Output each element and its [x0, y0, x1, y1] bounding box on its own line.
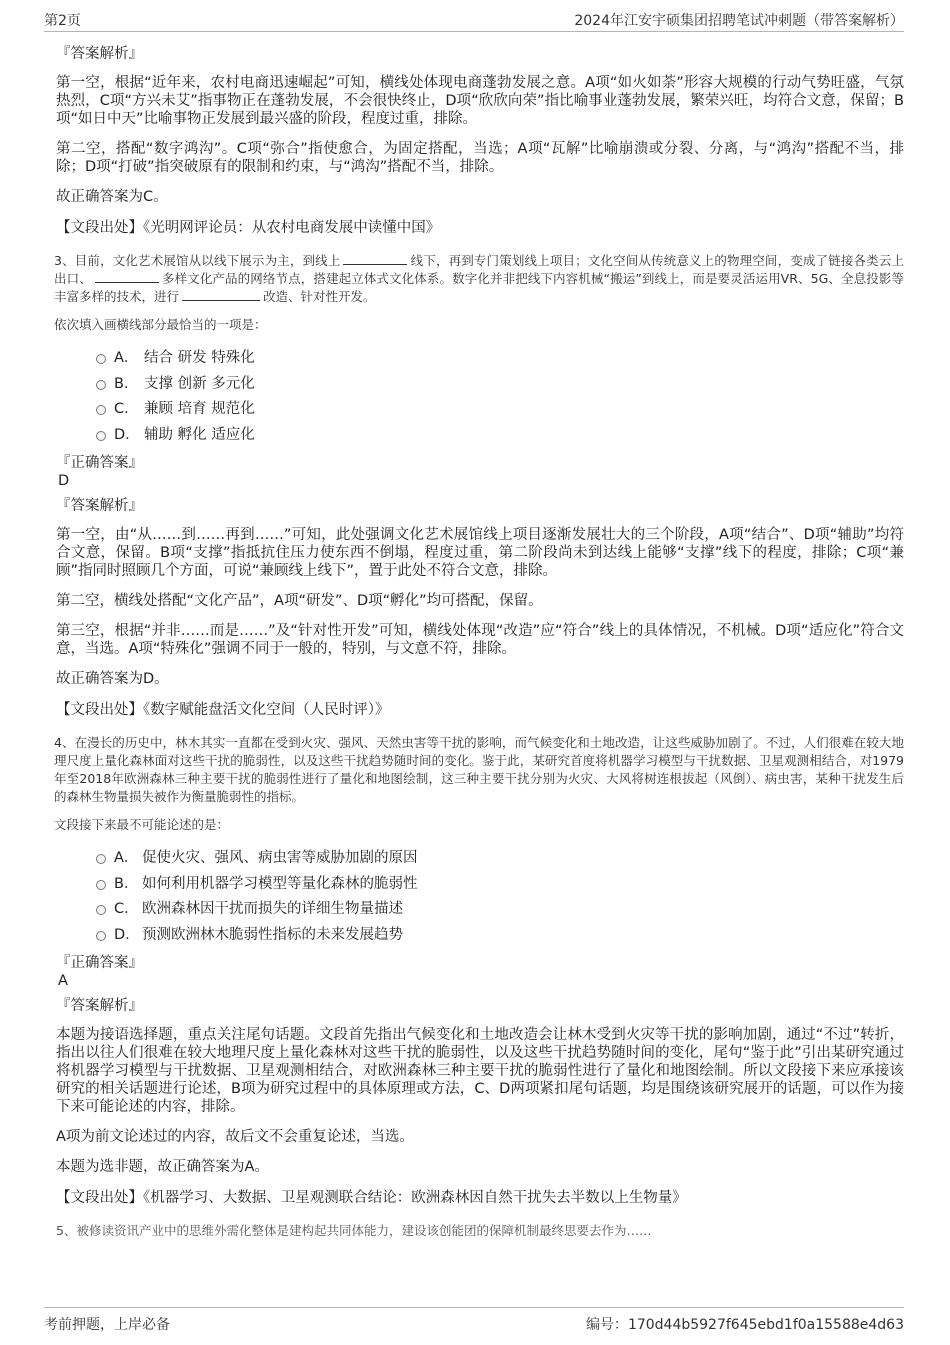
q2-conclusion: 故正确答案为C。: [56, 189, 168, 205]
footer-slogan: 考前押题，上岸必备: [44, 1317, 170, 1333]
radio-icon[interactable]: [96, 880, 106, 890]
q3-analysis-para-1: 第一空，由“从……到……再到……”可知，此处强调文化艺术展馆线上项目逐渐发展壮大的三个阶段，A项“结合”、D项“辅助”均符合文意，保留。B项“支撑”指抵抗住压力使东西不倒塌，程度过重，第二阶段尚未到达线上能够“支撑”线下的程度，排除；C项“兼顾”指同时照顾几个方面，可说“兼顾线上线下”，置于此处不符合文意，排除。: [56, 527, 904, 579]
q4-conclusion: 本题为选非题，故正确答案为A。: [56, 1159, 269, 1175]
q3-stem-part-a: 3、目前，文化艺术展馆从以线下展示为主，到线上: [54, 253, 341, 268]
q4-answer: A: [58, 973, 68, 989]
code-label: 编号：: [585, 1317, 628, 1333]
q3-stem-part-c: 多样文化产品的网络节点，搭建起立体式文化体系。数字化并非把线下内容机械“搬运”到线上，而是要灵活运用VR、5G、全息投影等丰富多样的技术，进行: [54, 271, 904, 304]
document-title: 2024年江安宇硕集团招聘笔试冲刺题（带答案解析）: [574, 13, 904, 29]
q4-analysis-label: 『答案解析』: [56, 998, 143, 1014]
q3-conclusion: 故正确答案为D。: [56, 671, 169, 687]
q2-source: 【文段出处】《光明网评论员：从农村电商发展中读懂中国》: [56, 220, 441, 236]
q4-stem: 4、在漫长的历史中，林木其实一直都在受到火灾、强风、天然虫害等干扰的影响，而气候变化和土地改造，让这些威胁加剧了。不过，人们很难在较大地理尺度上量化森林面对这些干扰的脆弱性，以及这些干扰趋势随时间的变化。鉴于此，某研究首度将机器学习模型与干扰数据、卫星观测相结合，对1979年至2018年欧洲森林三种主要干扰的脆弱性进行了量化和地图绘制，这三种主要干扰分别为火灾、大风将树连根拔起（风倒）、病虫害，某种干扰发生后的森林生物量损失被作为衡量脆弱性的指标。: [54, 735, 904, 804]
q2-analysis-para-2: 第二空，搭配“数字鸿沟”。C项“弥合”指使愈合，为固定搭配，当选；A项“瓦解”比喻崩溃或分裂、分离，与“鸿沟”搭配不当，排除；D项“打破”指突破原有的限制和约束，与“鸿沟”搭配不当，排除。: [56, 141, 904, 175]
radio-icon[interactable]: [96, 380, 106, 390]
q3-analysis-para-2: 第二空，横线处搭配“文化产品”，A项“研发”、D项“孵化”均可搭配，保留。: [56, 593, 543, 609]
radio-icon[interactable]: [96, 905, 106, 915]
footer-divider: [44, 1307, 904, 1308]
header-divider: [44, 31, 904, 32]
page-footer: [0, 1300, 950, 1345]
q3-blank-2: [95, 270, 159, 283]
document-code: [586, 1314, 904, 1334]
q3-stem: [54, 252, 904, 306]
q4-analysis-para-1: 本题为接语选择题，重点关注尾句话题。文段首先指出气候变化和土地改造会让林木受到火灾等干扰的影响加剧，通过“不过”转折，指出以往人们很难在较大地理尺度上量化森林对这些干扰的脆弱性，以及这些干扰趋势随时间的变化，尾句“鉴于此”引出某研究通过将机器学习模型与干扰数据、卫星观测相结合，对欧洲森林三种主要干扰的脆弱性进行了量化和地图绘制。所以文段接下来应承接该研究的相关话题进行论述，B项为研究过程中的具体原理或方法，C、D两项紧扣尾句话题，均是围绕该研究展开的话题，可以作为接下来可能论述的内容，排除。: [56, 1027, 904, 1115]
page-number: 第2页: [44, 13, 81, 29]
q4-option-a[interactable]: A． 促使火灾、强风、病虫害等威胁加剧的原因: [56, 846, 904, 872]
q4-option-b[interactable]: B． 如何利用机器学习模型等量化森林的脆弱性: [56, 872, 904, 898]
q3-options: [56, 346, 904, 448]
q3-analysis-label: 『答案解析』: [56, 498, 143, 514]
q3-option-b[interactable]: B． 支撑 创新 多元化: [56, 372, 904, 398]
radio-icon[interactable]: [96, 354, 106, 364]
q3-blank-3: [182, 288, 260, 301]
q3-stem-part-b: 线下，再到专门策划线上项目；文化空间从传统意义上的物理空间，变成了链接各类云上出口、: [54, 253, 904, 286]
q2-analysis-label: 『答案解析』: [56, 46, 143, 62]
q3-option-c[interactable]: C． 兼顾 培育 规范化: [56, 397, 904, 423]
radio-icon[interactable]: [96, 931, 106, 941]
q4-option-c[interactable]: C． 欧洲森林因干扰而损失的详细生物量描述: [56, 897, 904, 923]
q3-option-a[interactable]: A． 结合 研发 特殊化: [56, 346, 904, 372]
q3-analysis-para-3: 第三空，根据“并非……而是……”及“针对性开发”可知，横线处体现“改造”应“符合”线上的具体情况，不机械。D项“适应化”符合文意，当选。A项“特殊化”强调不同于一般的，特别，与文意不符，排除。: [56, 623, 904, 657]
q3-source: 【文段出处】《数字赋能盘活文化空间（人民时评）》: [56, 702, 390, 718]
q4-options: [56, 846, 904, 948]
q3-answer: D: [58, 473, 70, 489]
page-header: [0, 0, 950, 32]
q4-analysis-para-2: A项为前文论述过的内容，故后文不会重复论述，当选。: [56, 1129, 414, 1145]
q2-analysis-para-1: 第一空，根据“近年来，农村电商迅速崛起”可知，横线处体现电商蓬勃发展之意。A项“如火如荼”形容大规模的行动气势旺盛，气氛热烈，C项“方兴未艾”指事物正在蓬勃发展，不会很快终止，D项“欣欣向荣”指比喻事业蓬勃发展，繁荣兴旺，均符合文意，保留；B项“如日中天”比喻事物正发展到最兴盛的阶段，程度过重，排除。: [56, 75, 904, 127]
q3-stem-part-d: 改造、针对性开发。: [263, 289, 376, 304]
q3-option-d[interactable]: D． 辅助 孵化 适应化: [56, 423, 904, 449]
q4-answer-label: 『正确答案』: [56, 955, 143, 971]
q4-source: 【文段出处】《机器学习、大数据、卫星观测联合结论：欧洲森林因自然干扰失去半数以上生物量》: [56, 1190, 687, 1206]
code-value: 170d44b5927f645ebd1f0a15588e4d63: [627, 1317, 904, 1333]
q3-prompt: 依次填入画横线部分最恰当的一项是：: [54, 317, 267, 332]
q3-answer-label: 『正确答案』: [56, 455, 143, 471]
q5-cut-off-text: 5、被修读资讯产业中的思维外需化整体是建构起共同体能力，建设该创能团的保障机制最终思要去作为……: [56, 1223, 652, 1238]
page-content: [56, 40, 904, 1298]
radio-icon[interactable]: [96, 854, 106, 864]
q4-prompt: 文段接下来最不可能论述的是：: [54, 817, 230, 832]
radio-icon[interactable]: [96, 431, 106, 441]
q3-blank-1: [343, 252, 407, 265]
q4-option-d[interactable]: D． 预测欧洲林木脆弱性指标的未来发展趋势: [56, 923, 904, 949]
radio-icon[interactable]: [96, 405, 106, 415]
